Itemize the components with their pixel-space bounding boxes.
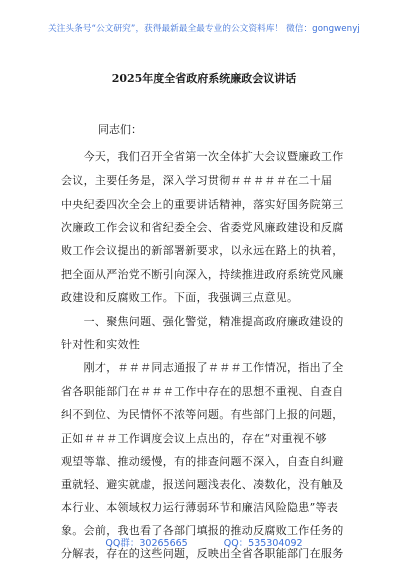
body-line: 本行业、本领域权力运行薄弱环节和廉洁风险隐患”等表 xyxy=(61,501,339,514)
body-line: 把全面从严治党不断引向深入，持续推进政府系统党风廉 xyxy=(61,268,344,281)
salutation: 同志们： xyxy=(98,123,142,136)
header-banner: 关注头条号“公文研究”，获得最新最全最专业的公文资料库！ 微信：gongwenyj xyxy=(48,24,360,34)
body-line: 正如＃＃＃工作调度会议上点出的，存在“对重视不够 xyxy=(61,432,327,445)
body-line: 象。会前，我也看了各部门填报的推动反腐败工作任务的 xyxy=(61,524,344,537)
body-line: 次廉政工作会议和省纪委全会、省委党风廉政建设和反腐 xyxy=(61,221,344,234)
body-line: 中央纪委四次全会上的重要讲话精神，落实好国务院第三 xyxy=(61,198,344,211)
section-heading: 针对性和实效性 xyxy=(61,338,141,351)
footer-contact xyxy=(0,535,408,549)
document-title: 2025年度全省政府系统廉政会议讲话 xyxy=(111,72,297,85)
body-line: 省各职能部门在＃＃＃工作中存在的思想不重视、自查自 xyxy=(61,385,344,398)
footer-qq-group: QQ群：30265665 xyxy=(105,538,188,549)
body-line: 观望等靠、推动缓慢，有的排查问题不深入，自查自纠避 xyxy=(61,455,344,468)
section-heading: 一、聚焦问题、强化警觉，精准提高政府廉政建设的 xyxy=(61,315,344,328)
body-line: 政建设和反腐败工作。下面，我强调三点意见。 xyxy=(61,291,299,304)
body-line: 纠不到位、为民情怀不浓等问题。有些部门上报的问题， xyxy=(61,408,344,421)
body-line: 刚才，＃＃＃同志通报了＃＃＃工作情况，指出了全 xyxy=(61,361,344,374)
body-line: 重就轻、避实就虚，报送问题浅表化、凑数化，没有触及 xyxy=(61,478,344,491)
footer-qq: QQ：535304092 xyxy=(223,538,303,549)
body-line: 败工作会议提出的新部署新要求，以永远在路上的执着， xyxy=(61,244,344,257)
body-line: 今天，我们召开全省第一次全体扩大会议暨廉政工作 xyxy=(61,150,344,163)
body-line: 分解表，存在的这些问题，反映出全省各职能部门在服务 xyxy=(61,547,344,560)
body-line: 会议，主要任务是，深入学习贯彻＃＃＃＃＃在二十届 xyxy=(61,174,333,187)
